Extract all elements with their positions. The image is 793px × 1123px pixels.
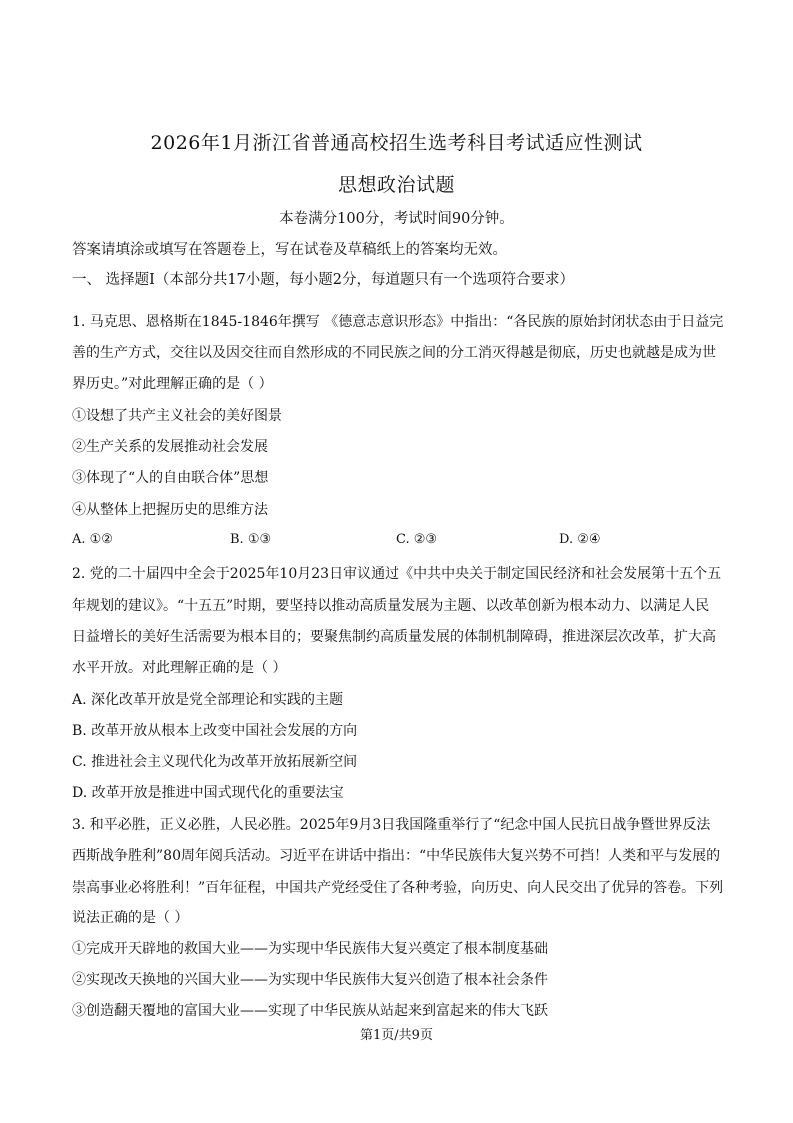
q2-option-d: D. 改革开放是推进中国式现代化的重要法宝	[72, 785, 344, 801]
q1-stem-line-3: 界历史。”对此理解正确的是（ ）	[72, 376, 273, 392]
q2-stem-line-4: 水平开放。对此理解正确的是（ ）	[72, 660, 287, 676]
q1-option-d: D. ②④	[559, 532, 601, 547]
exam-subject: 思想政治试题	[337, 174, 455, 196]
q3-statement-3: ③创造翻天覆地的富国大业——实现了中华民族从站起来到富起来的伟大飞跃	[72, 1003, 548, 1019]
page-number: 第1页/共9页	[360, 1028, 433, 1043]
q2-option-a: A. 深化改革开放是党全部理论和实践的主题	[72, 692, 344, 708]
q3-statement-1: ①完成开天辟地的救国大业——为实现中华民族伟大复兴奠定了根本制度基础	[72, 941, 548, 957]
q1-stem-line-2: 善的生产方式，交往以及因交往而自然形成的不同民族之间的分工消灭得越是彻底，历史也就越是成为世	[72, 345, 716, 361]
q1-options	[72, 532, 732, 552]
section-heading: 一、 选择题Ⅰ（本部分共17小题，每小题2分，每道题只有一个选项符合要求）	[72, 272, 575, 288]
q3-statement-2: ②实现改天换地的兴国大业——为实现中华民族伟大复兴创造了根本社会条件	[72, 972, 548, 988]
q1-statement-3: ③体现了“人的自由联合体”思想	[72, 470, 269, 486]
exam-title: 2026年1月浙江省普通高校招生选考科目考试适应性测试	[150, 132, 643, 154]
score-time-note: 本卷满分100分，考试时间90分钟。	[279, 211, 514, 227]
q1-statement-2: ②生产关系的发展推动社会发展	[72, 439, 268, 455]
q1-statement-4: ④从整体上把握历史的思维方法	[72, 502, 268, 518]
q2-stem-line-2: 年规划的建议》。“十五五”时期，要坚持以推动高质量发展为主题、以改革创新为根本动力、以满足人民	[72, 598, 710, 614]
q1-stem-line-1: 1. 马克思、恩格斯在1845-1846年撰写 《德意志意识形态》中指出：“各民族的原始封闭状态由于日益完	[72, 314, 724, 330]
q3-stem-line-2: 西斯战争胜利”80周年阅兵活动。习近平在讲话中指出：“中华民族伟大复兴势不可挡！人类和平与发展的	[72, 848, 721, 864]
q1-option-a: A. ①②	[72, 532, 113, 547]
q2-option-b: B. 改革开放从根本上改变中国社会发展的方向	[72, 723, 358, 739]
q2-option-c: C. 推进社会主义现代化为改革开放拓展新空间	[72, 754, 358, 770]
q2-stem-line-1: 2. 党的二十届四中全会于2025年10月23日审议通过《中共中央关于制定国民经济和社会发展第十五个五	[72, 566, 722, 582]
q1-option-c: C. ②③	[396, 532, 438, 547]
q3-stem-line-1: 3. 和平必胜，正义必胜，人民必胜。2025年9月3日我国隆重举行了“纪念中国人民抗日战争暨世界反法	[72, 817, 711, 833]
q1-statement-1: ①设想了共产主义社会的美好图景	[72, 408, 282, 424]
q3-stem-line-3: 崇高事业必将胜利！”百年征程，中国共产党经受住了各种考验，向历史、向人民交出了优异的答卷。下列	[72, 880, 724, 896]
q1-option-b: B. ①③	[230, 532, 272, 547]
answer-instruction: 答案请填涂或填写在答题卷上，写在试卷及草稿纸上的答案均无效。	[72, 242, 507, 258]
q2-stem-line-3: 日益增长的美好生活需要为根本目的；要聚焦制约高质量发展的体制机制障碍，推进深层次改革，扩大高	[72, 629, 716, 645]
q3-stem-line-4: 说法正确的是（ ）	[72, 910, 189, 926]
